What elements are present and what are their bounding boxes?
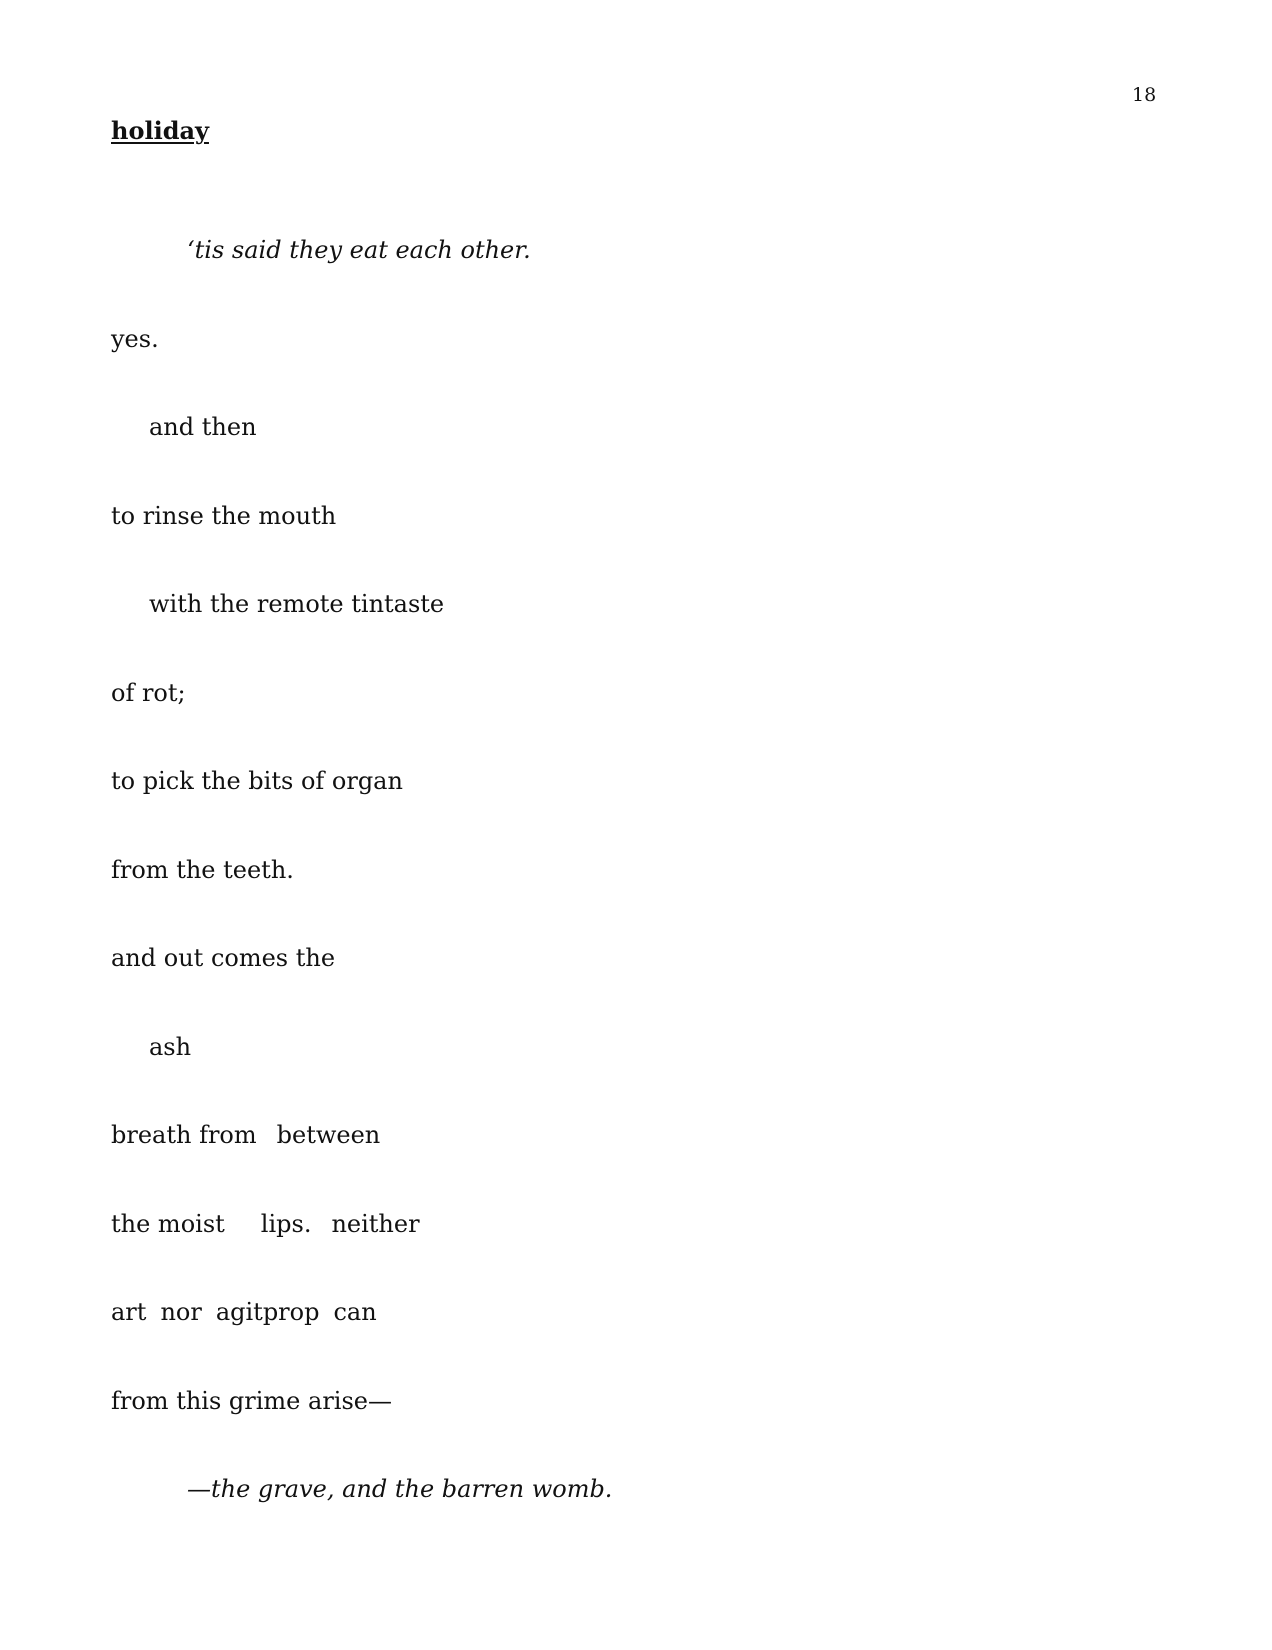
poem-line: to rinse the mouth	[111, 501, 337, 530]
poem-line	[111, 1121, 612, 1151]
poem-title: holiday	[111, 116, 209, 145]
poem-word: can	[333, 1298, 377, 1326]
poem-line: yes.	[111, 324, 159, 353]
poem-word: lips.	[260, 1209, 312, 1238]
poem-line	[111, 1210, 612, 1240]
poem-line: to pick the bits of organ	[111, 767, 403, 795]
poem-word: breath from	[111, 1121, 257, 1149]
poem-line: —the grave, and the barren womb.	[187, 1475, 613, 1503]
poem-line: of rot;	[111, 678, 186, 707]
poem-line: and then	[149, 413, 257, 441]
poem-line	[111, 1298, 612, 1328]
poem-word: neither	[331, 1209, 420, 1238]
page-number: 18	[1132, 84, 1157, 106]
poem-line: ‘tis said they eat each other.	[187, 236, 531, 264]
poem-word: agitprop	[215, 1298, 320, 1326]
poem-word: nor	[160, 1298, 202, 1326]
poem-body	[111, 177, 612, 1564]
poem-word: the moist	[111, 1209, 225, 1238]
poem-line: and out comes the	[111, 944, 336, 972]
poem-line: from this grime arise—	[111, 1386, 392, 1415]
poem-word: between	[276, 1121, 381, 1149]
poem-line: with the remote tintaste	[149, 590, 445, 618]
poem-line: ash	[149, 1032, 192, 1061]
poem-word: art	[111, 1298, 147, 1326]
poem-line: from the teeth.	[111, 855, 294, 884]
